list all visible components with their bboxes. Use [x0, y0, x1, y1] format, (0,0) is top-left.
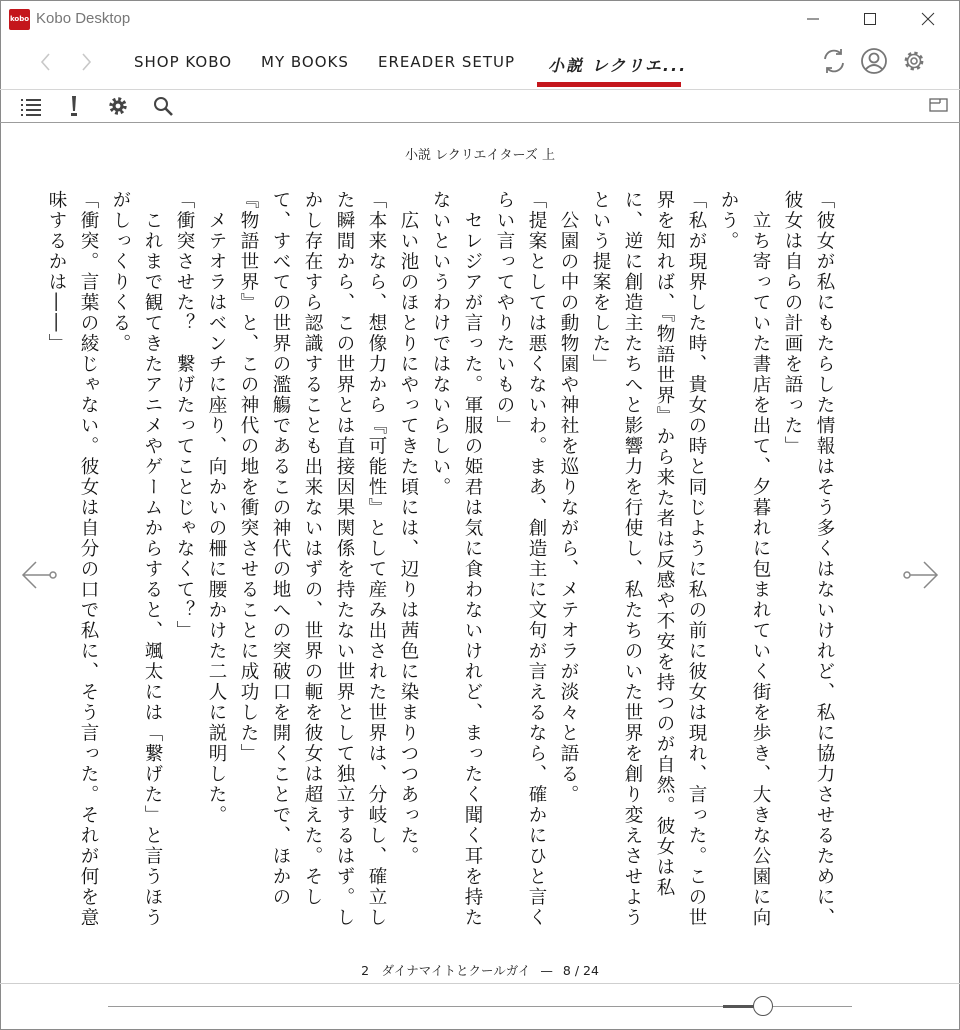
text-paragraph: セレジアが言った。軍服の姫君は気に食わないけれど、まったく聞く耳を持たないというわけではないらしい。: [430, 190, 483, 928]
account-icon: [859, 46, 889, 76]
progress-track[interactable]: [108, 1006, 852, 1007]
maximize-button[interactable]: [847, 4, 893, 34]
minimize-button[interactable]: [790, 4, 836, 34]
page-footer: [0, 961, 960, 979]
reader-toolbar: [0, 89, 960, 123]
text-paragraph: 「彼女が私にもたらした情報はそう多くはないけれど、私に協力させるために、彼女は自らの計画を語った」: [782, 190, 835, 928]
account-button[interactable]: [859, 46, 889, 76]
chevron-right-icon: [74, 50, 98, 74]
sync-icon: [819, 46, 849, 76]
forward-button[interactable]: [74, 50, 98, 74]
kobo-logo: kobo: [9, 9, 30, 30]
gear-icon: [899, 46, 929, 76]
text-paragraph: 公園の中の動物園や神社を巡りながら、メテオラが淡々と語る。: [558, 190, 579, 805]
text-paragraph: これまで観てきたアニメやゲームからすると、颯太には「繋げた」と言うほうがしっくりくる。: [110, 190, 163, 928]
running-head: 小説 レクリエイターズ 上: [404, 148, 556, 163]
settings-button[interactable]: [899, 46, 929, 76]
progress-slider-thumb[interactable]: [753, 996, 773, 1016]
text-paragraph: 広い池のほとりにやってきた頃には、辺りは茜色に染まりつつあった。: [398, 190, 419, 867]
tab-my-books[interactable]: MY BOOKS: [261, 53, 349, 71]
arrow-left-icon: [20, 560, 60, 590]
text-paragraph: 「衝突。言葉の綾じゃない。彼女は自分の口で私に、そう言った。それが何を意味するかは――」: [46, 190, 99, 928]
layout-button[interactable]: [928, 95, 950, 115]
table-of-contents-button[interactable]: [19, 94, 43, 118]
window-title: Kobo Desktop: [36, 10, 131, 27]
book-page-text: [46, 190, 840, 930]
reader-settings-icon: [106, 94, 130, 118]
table-of-contents-icon: [19, 94, 43, 118]
reader-settings-button[interactable]: [106, 94, 130, 118]
text-paragraph: 「衝突させた？ 繋げたってことじゃなくて？」: [174, 190, 195, 641]
title-bar: [0, 0, 960, 38]
text-paragraph: 「提案としては悪くないわ。まあ、創造主に文句が言えるなら、確かにひと言くらい言ってやりたいもの」: [494, 190, 547, 928]
tab-shop-kobo[interactable]: SHOP KOBO: [134, 53, 233, 71]
search-button[interactable]: [151, 94, 175, 118]
layout-icon: [928, 95, 950, 115]
previous-page-button[interactable]: [20, 560, 60, 590]
reading-progress-bar: [0, 983, 960, 1030]
text-paragraph: 「私が現界した時、貴女の時と同じように私の前に彼女は現れ、言った。この世界を知れば、『物語世界』から来た者は反感や不安を持つのが自然。彼女は私に、逆に創造主たちへと影響力を行使し、私たちのいた世界を創り変えさせようという提案をした」: [590, 190, 707, 928]
chapter-title: 2 ダイナマイトとクールガイ: [361, 963, 531, 978]
search-icon: [151, 94, 175, 118]
annotations-button[interactable]: [62, 94, 86, 118]
page-counter: 8 / 24: [562, 963, 599, 978]
text-paragraph: 「本来なら、想像力から『可能性』として産み出された世界は、分岐し、確立した瞬間から、この世界とは直接因果関係を持たない世界として独立するはず。しかし存在すら認識することも出来ないはずの、世界の軛を彼女は超えた。そして、すべての世界の濫觴であるこの神代の地への突破口を開くことで、ほかの『物語世界』と、この神代の地を衝突させることに成功した」: [238, 190, 387, 928]
arrow-right-icon: [900, 560, 940, 590]
text-paragraph: 立ち寄っていた書店を出て、夕暮れに包まれていく街を歩き、大きな公園に向かう。: [718, 190, 771, 928]
close-button[interactable]: [905, 4, 951, 34]
active-tab-indicator: [537, 82, 681, 87]
close-icon: [905, 4, 951, 34]
maximize-icon: [847, 4, 893, 34]
next-page-button[interactable]: [900, 560, 940, 590]
minimize-icon: [790, 4, 836, 34]
back-button[interactable]: [34, 50, 58, 74]
annotation-icon: [62, 94, 86, 118]
tab-current-book[interactable]: 小説 レクリエ...: [548, 56, 688, 75]
sync-button[interactable]: [819, 46, 849, 76]
tab-ereader-setup[interactable]: EREADER SETUP: [378, 53, 516, 71]
footer-separator: —: [540, 963, 553, 978]
chevron-left-icon: [34, 50, 58, 74]
text-paragraph: メテオラはベンチに座り、向かいの柵に腰かけた二人に説明した。: [206, 190, 227, 826]
main-nav: [0, 38, 960, 88]
